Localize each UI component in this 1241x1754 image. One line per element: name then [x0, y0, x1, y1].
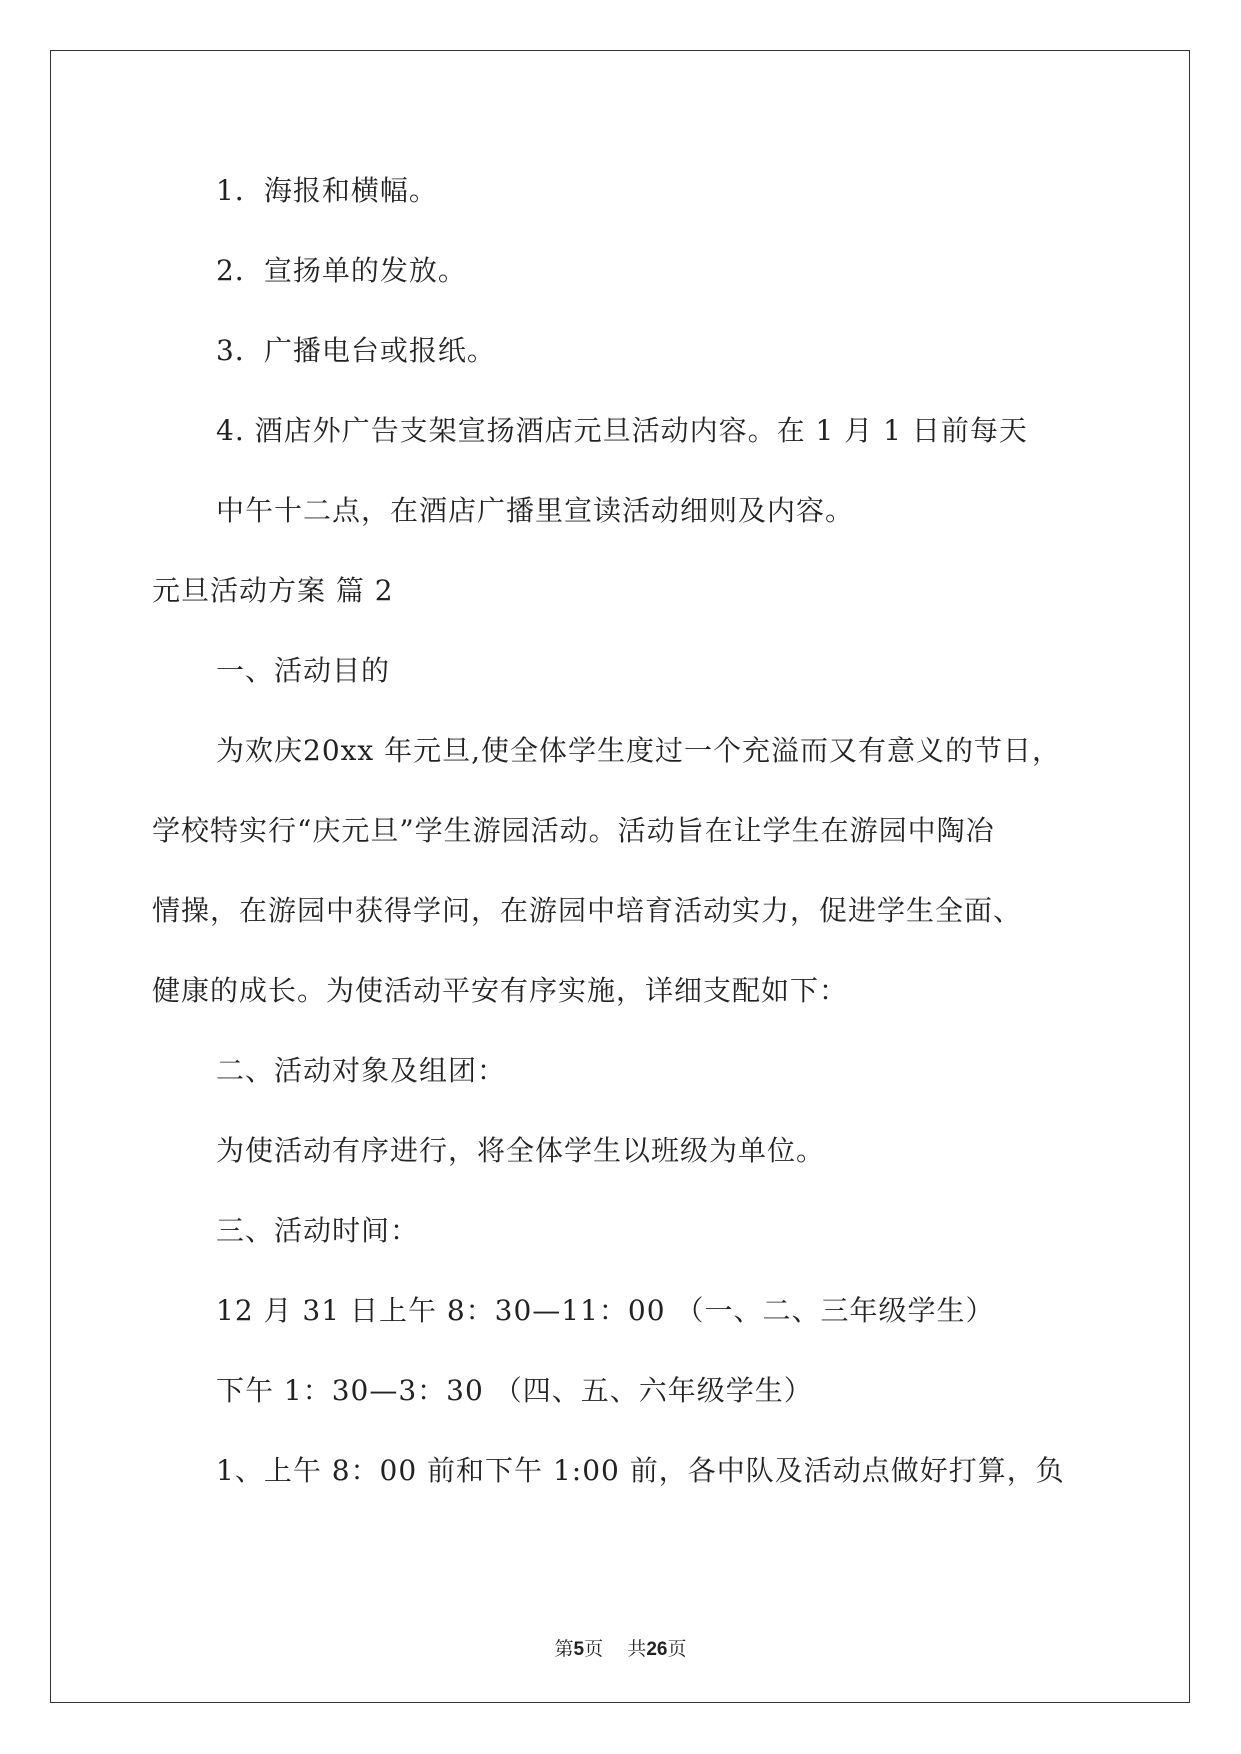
subheading-participants: 二、活动对象及组团：	[216, 1054, 507, 1087]
subheading-purpose: 一、活动目的	[216, 654, 391, 687]
list-item-posters: 1．海报和横幅。	[216, 174, 438, 207]
paragraph-line: 为使活动有序进行，将全体学生以班级为单位。	[216, 1134, 826, 1167]
paragraph-line: 1、上午 8：00 前和下午 1:00 前，各中队及活动点做好打算，负	[216, 1454, 1065, 1487]
page-footer	[0, 1637, 1241, 1662]
list-item-billboard: 4. 酒店外广告支架宣扬酒店元旦活动内容。在 1 月 1 日前每天	[216, 414, 1028, 447]
schedule-afternoon: 下午 1：30—3：30 （四、五、六年级学生）	[216, 1374, 813, 1407]
paragraph-line: 中午十二点，在酒店广播里宣读活动细则及内容。	[216, 494, 855, 527]
page-suffix: 页	[584, 1638, 604, 1660]
subheading-time: 三、活动时间：	[216, 1214, 420, 1247]
list-item-radio: 3．广播电台或报纸。	[216, 334, 496, 367]
section-heading: 元旦活动方案 篇 2	[152, 574, 394, 607]
page-number: 5	[573, 1639, 585, 1660]
schedule-morning: 12 月 31 日上午 8：30—11：00 （一、二、三年级学生）	[216, 1294, 995, 1327]
list-item-flyers: 2．宣扬单的发放。	[216, 254, 467, 287]
paragraph-line: 健康的成长。为使活动平安有序实施，详细支配如下：	[152, 974, 849, 1007]
total-pages: 26	[646, 1639, 668, 1660]
paragraph-line: 为欢庆20xx 年元旦,使全体学生度过一个充溢而又有意义的节日，	[216, 734, 1062, 767]
total-prefix: 共	[627, 1638, 647, 1660]
total-suffix: 页	[667, 1638, 687, 1660]
page-prefix: 第	[554, 1638, 574, 1660]
paragraph-line: 情操，在游园中获得学问，在游园中培育活动实力，促进学生全面、	[152, 894, 1023, 927]
paragraph-line: 学校特实行“庆元旦”学生游园活动。活动旨在让学生在游园中陶冶	[152, 814, 995, 847]
